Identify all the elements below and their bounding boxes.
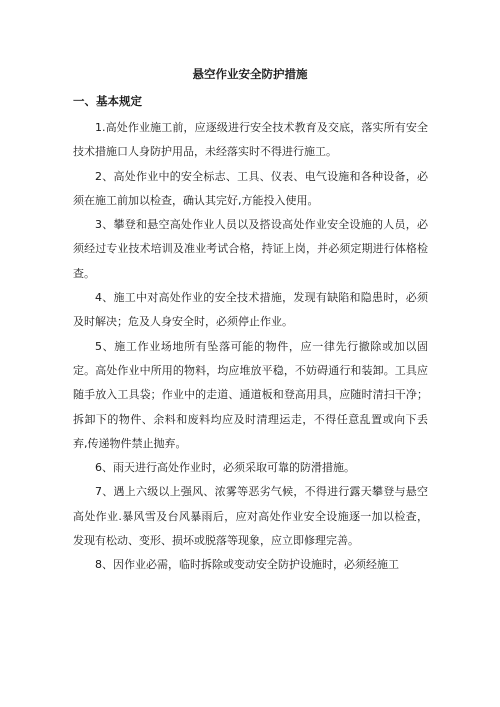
- section-heading: 一、基本规定: [73, 94, 142, 108]
- paragraph-4: 4、施工中对高处作业的安全技术措施，发现有缺陷和隐患时，必须及时解决；危及人身安全时，必须停止作业。: [73, 291, 428, 329]
- paragraph-3: 3、攀登和悬空高处作业人员以及搭设高处作业安全设施的人员，必须经过专业技术培训及准业考试合格，持证上岗，并必须定期进行体格检查。: [73, 218, 428, 280]
- document-body: [73, 116, 428, 578]
- paragraph-6: 6、雨天进行高处作业时，必须采取可靠的防滑措施。: [95, 461, 355, 475]
- document-title: 悬空作业安全防护措施: [192, 67, 308, 81]
- paragraph-7: 7、遇上六级以上强风、浓雾等恶劣气候，不得进行露天攀登与悬空高处作业.暴风雪及台风暴雨后，应对高处作业安全设施逐一加以检查，发现有松动、变形、损坏或脱落等现象，应立即修理完善。: [73, 485, 428, 548]
- paragraph-1: 1.高处作业施工前，应逐级进行安全技术教育及交底，落实所有安全技术措施口人身防护用品，未经落实时不得进行施工。: [73, 121, 428, 159]
- paragraph-8: 8、因作业必需，临时拆除或变动安全防护设施时，必须经施工: [95, 558, 399, 572]
- paragraph-2: 2、高处作业中的安全标志、工具、仪表、电气设施和各种设备，必须在施工前加以检查，确认其完好,方能投入使用。: [73, 169, 428, 207]
- paragraph-5: 5、施工作业场地所有坠落可能的物件，应一律先行撤除或加以固定。高处作业中所用的物料，均应堆放平稳，不妨碍通行和装卸。工具应随手放入工具袋；作业中的走道、通道板和登高用具，应随时清扫干净；拆卸下的物件、余料和废料均应及时清理运走，不得任意乱置或向下丢弃,传递物件禁止抛弃。: [73, 339, 428, 450]
